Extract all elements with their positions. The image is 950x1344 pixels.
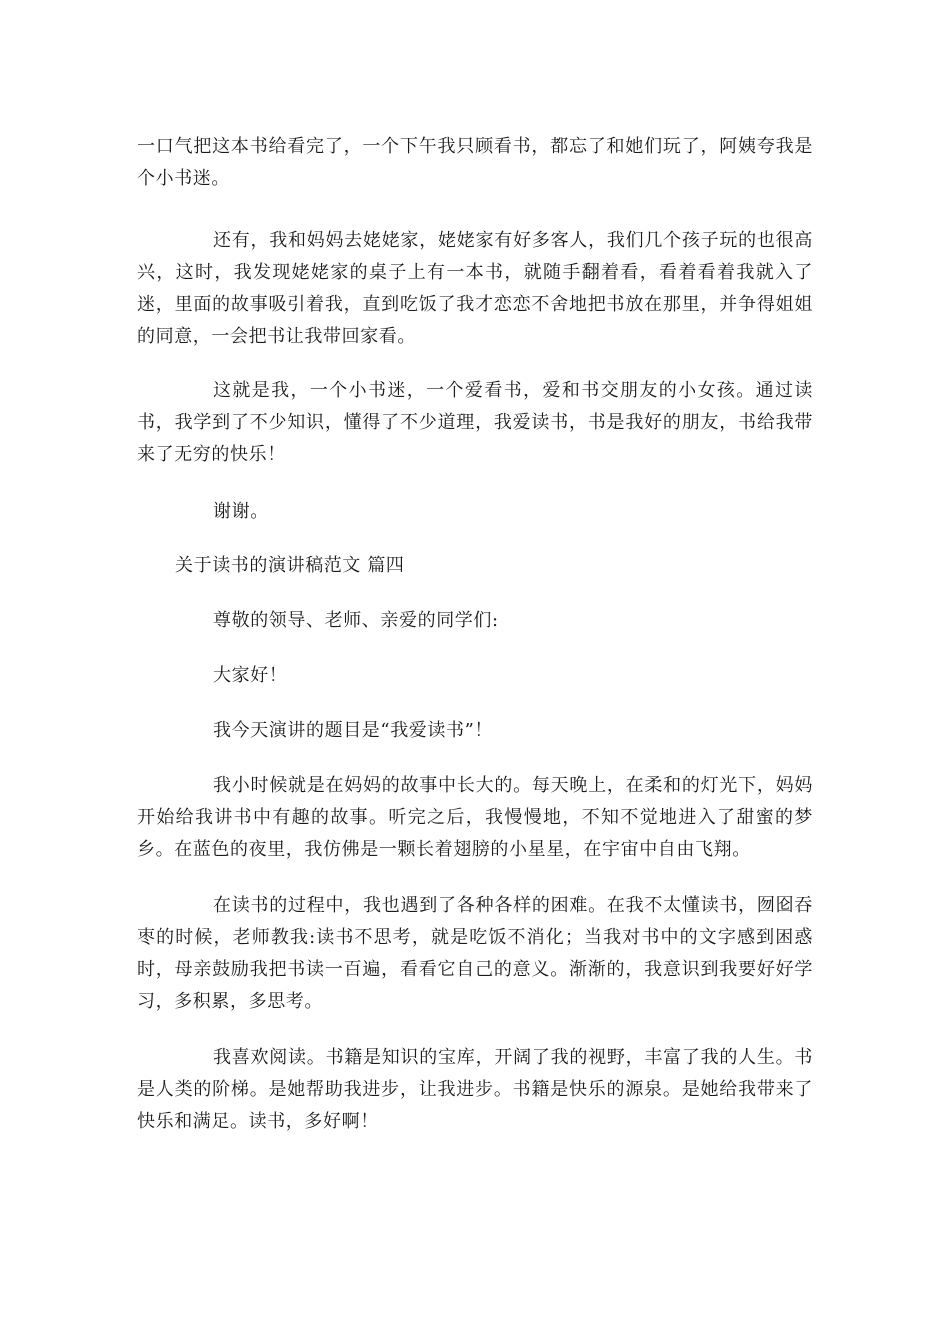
paragraph-continuation: 一口气把这本书给看完了，一个下午我只顾看书，都忘了和她们玩了，阿姨夸我是个小书迷。 (137, 136, 813, 189)
paragraph-speech-title: 我今天演讲的题目是“我爱读书”！ (213, 720, 494, 741)
paragraph-love-reading: 我喜欢阅读。书籍是知识的宝库，开阔了我的视野，丰富了我的人生。书是人类的阶梯。是她帮助我进步，让我进步。书籍是快乐的源泉。是她给我带来了快乐和满足。读书，多好啊！ (137, 1047, 813, 1132)
section-heading: 关于读书的演讲稿范文 篇四 (175, 555, 405, 576)
paragraph-grandma-house: 还有，我和妈妈去姥姥家，姥姥家有好多客人，我们几个孩子玩的也很高兴，这时，我发现姥姥家的桌子上有一本书，就随手翻着看，看着看着我就入了迷，里面的故事吸引着我，直到吃饭了我才恋恋不舍地把书放在那里，并争得姐姐的同意，一会把书让我带回家看。 (137, 230, 813, 347)
paragraph-salutation: 尊敬的领导、老师、亲爱的同学们: (213, 610, 499, 631)
paragraph-greeting: 大家好！ (213, 665, 288, 686)
paragraph-book-lover: 这就是我，一个小书迷，一个爱看书，爱和书交朋友的小女孩。通过读书，我学到了不少知识，懂得了不少道理，我爱读书，书是我好的朋友，书给我带来了无穷的快乐！ (137, 380, 813, 465)
paragraph-thanks: 谢谢。 (213, 501, 269, 522)
paragraph-childhood: 我小时候就是在妈妈的故事中长大的。每天晚上，在柔和的灯光下，妈妈开始给我讲书中有趣的故事。听完之后，我慢慢地，不知不觉地进入了甜蜜的梦乡。在蓝色的夜里，我仿佛是一颗长着翅膀的小星星，在宇宙中自由飞翔。 (137, 775, 813, 860)
paragraph-difficulties: 在读书的过程中，我也遇到了各种各样的困难。在我不太懂读书，囫囵吞枣的时候，老师教我:读书不思考，就是吃饭不消化；当我对书中的文字感到困惑时，母亲鼓励我把书读一百遍，看看它自己的意义。渐渐的，我意识到我要好好学习，多积累，多思考。 (137, 895, 813, 1012)
